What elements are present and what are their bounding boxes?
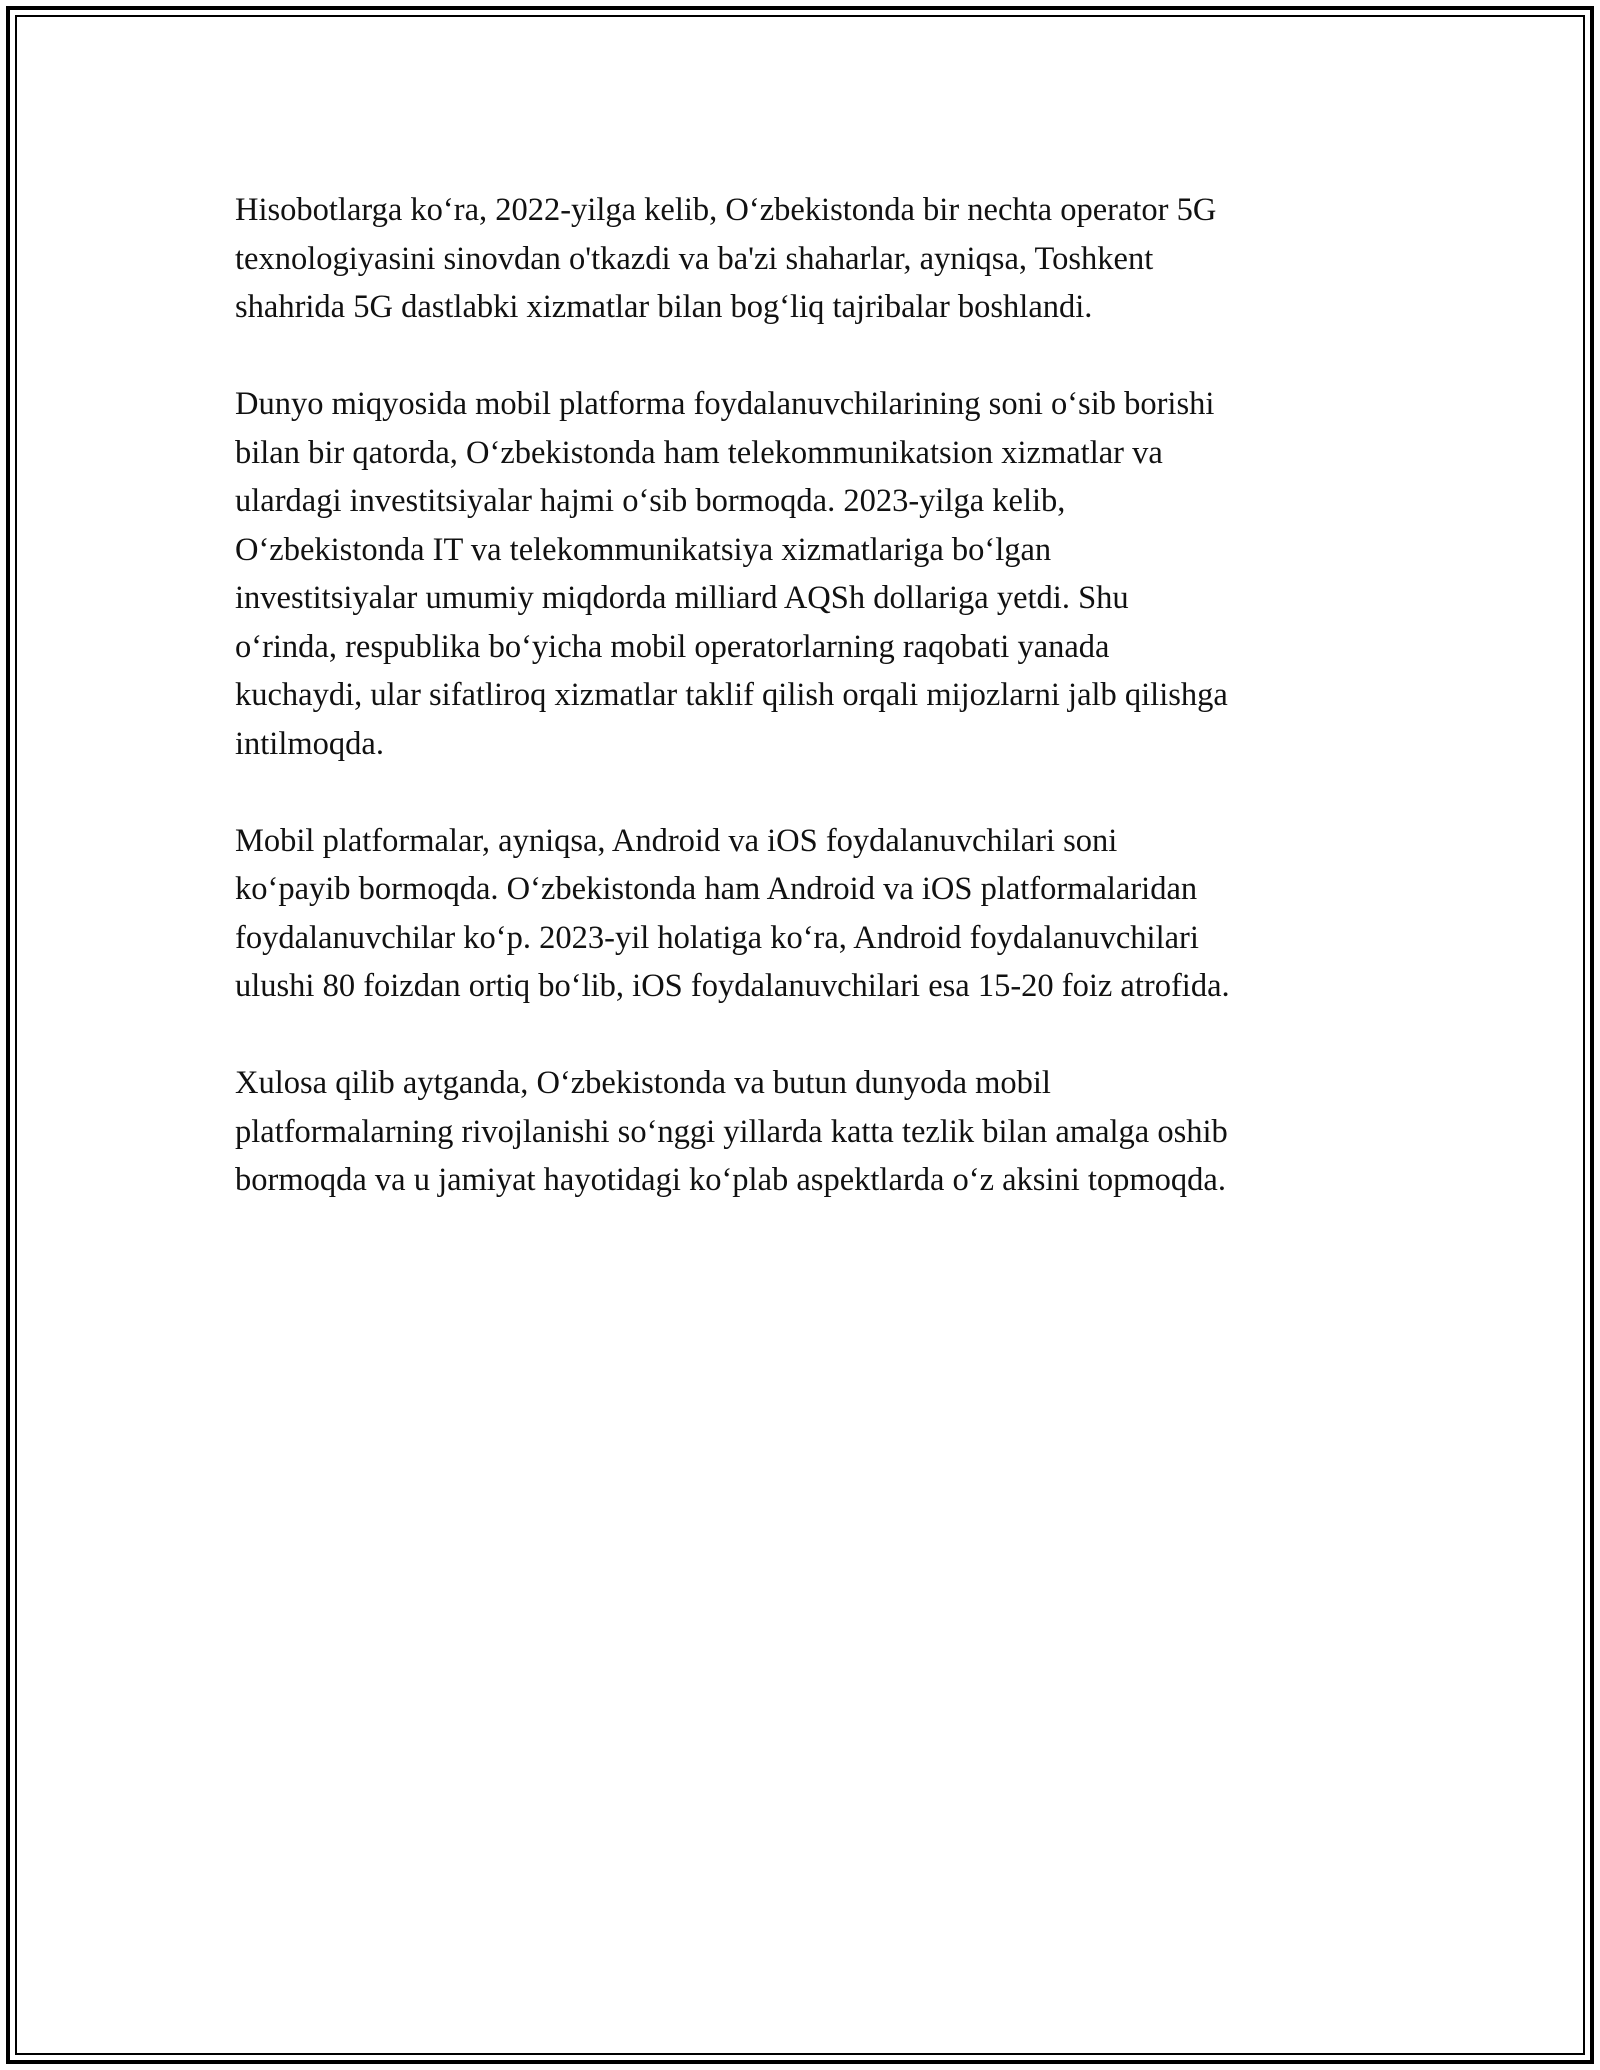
document-body <box>235 186 1360 1253</box>
paragraph-5g-trials: Hisobotlarga ko‘ra, 2022-yilga kelib, O‘zbekistonda bir nechta operator 5G texnologiyasini sinovdan o'tkazdi va ba'zi shaharlar, ayniqsa, Toshkent shahrida 5G dastlabki xizmatlar bilan bog‘liq tajribalar boshlandi. <box>235 192 1217 325</box>
paragraph-conclusion: Xulosa qilib aytganda, O‘zbekistonda va butun dunyoda mobil platformalarning rivojlanishi so‘nggi yillarda katta tezlik bilan amalga oshib bormoqda va u jamiyat hayotidagi ko‘plab aspektlarda o‘z aksini topmoqda. <box>235 1065 1228 1198</box>
paragraph-mobile-platforms: Mobil platformalar, ayniqsa, Android va iOS foydalanuvchilari soni ko‘payib bormoqda. O‘zbekistonda ham Android va iOS platformalaridan foydalanuvchilar ko‘p. 2023-yil holatiga ko‘ra, Android foydalanuvchilari ulushi 80 foizdan ortiq bo‘lib, iOS foydalanuvchilari esa 15-20 foiz atrofida. <box>235 822 1230 1004</box>
paragraph-telecom-investments: Dunyo miqyosida mobil platforma foydalanuvchilarining soni o‘sib borishi bilan bir qatorda, O‘zbekistonda ham telekommunikatsion xizmatlar va ulardagi investitsiyalar hajmi o‘sib bormoqda. 2023-yilga kelib, O‘zbekistonda IT va telekommunikatsiya xizmatlariga bo‘lgan investitsiyalar umumiy miqdorda milliard AQSh dollariga yetdi. Shu o‘rinda, respublika bo‘yicha mobil operatorlarning raqobati yanada kuchaydi, ular sifatliroq xizmatlar taklif qilish orqali mijozlarni jalb qilishga intilmoqda. <box>235 386 1228 762</box>
